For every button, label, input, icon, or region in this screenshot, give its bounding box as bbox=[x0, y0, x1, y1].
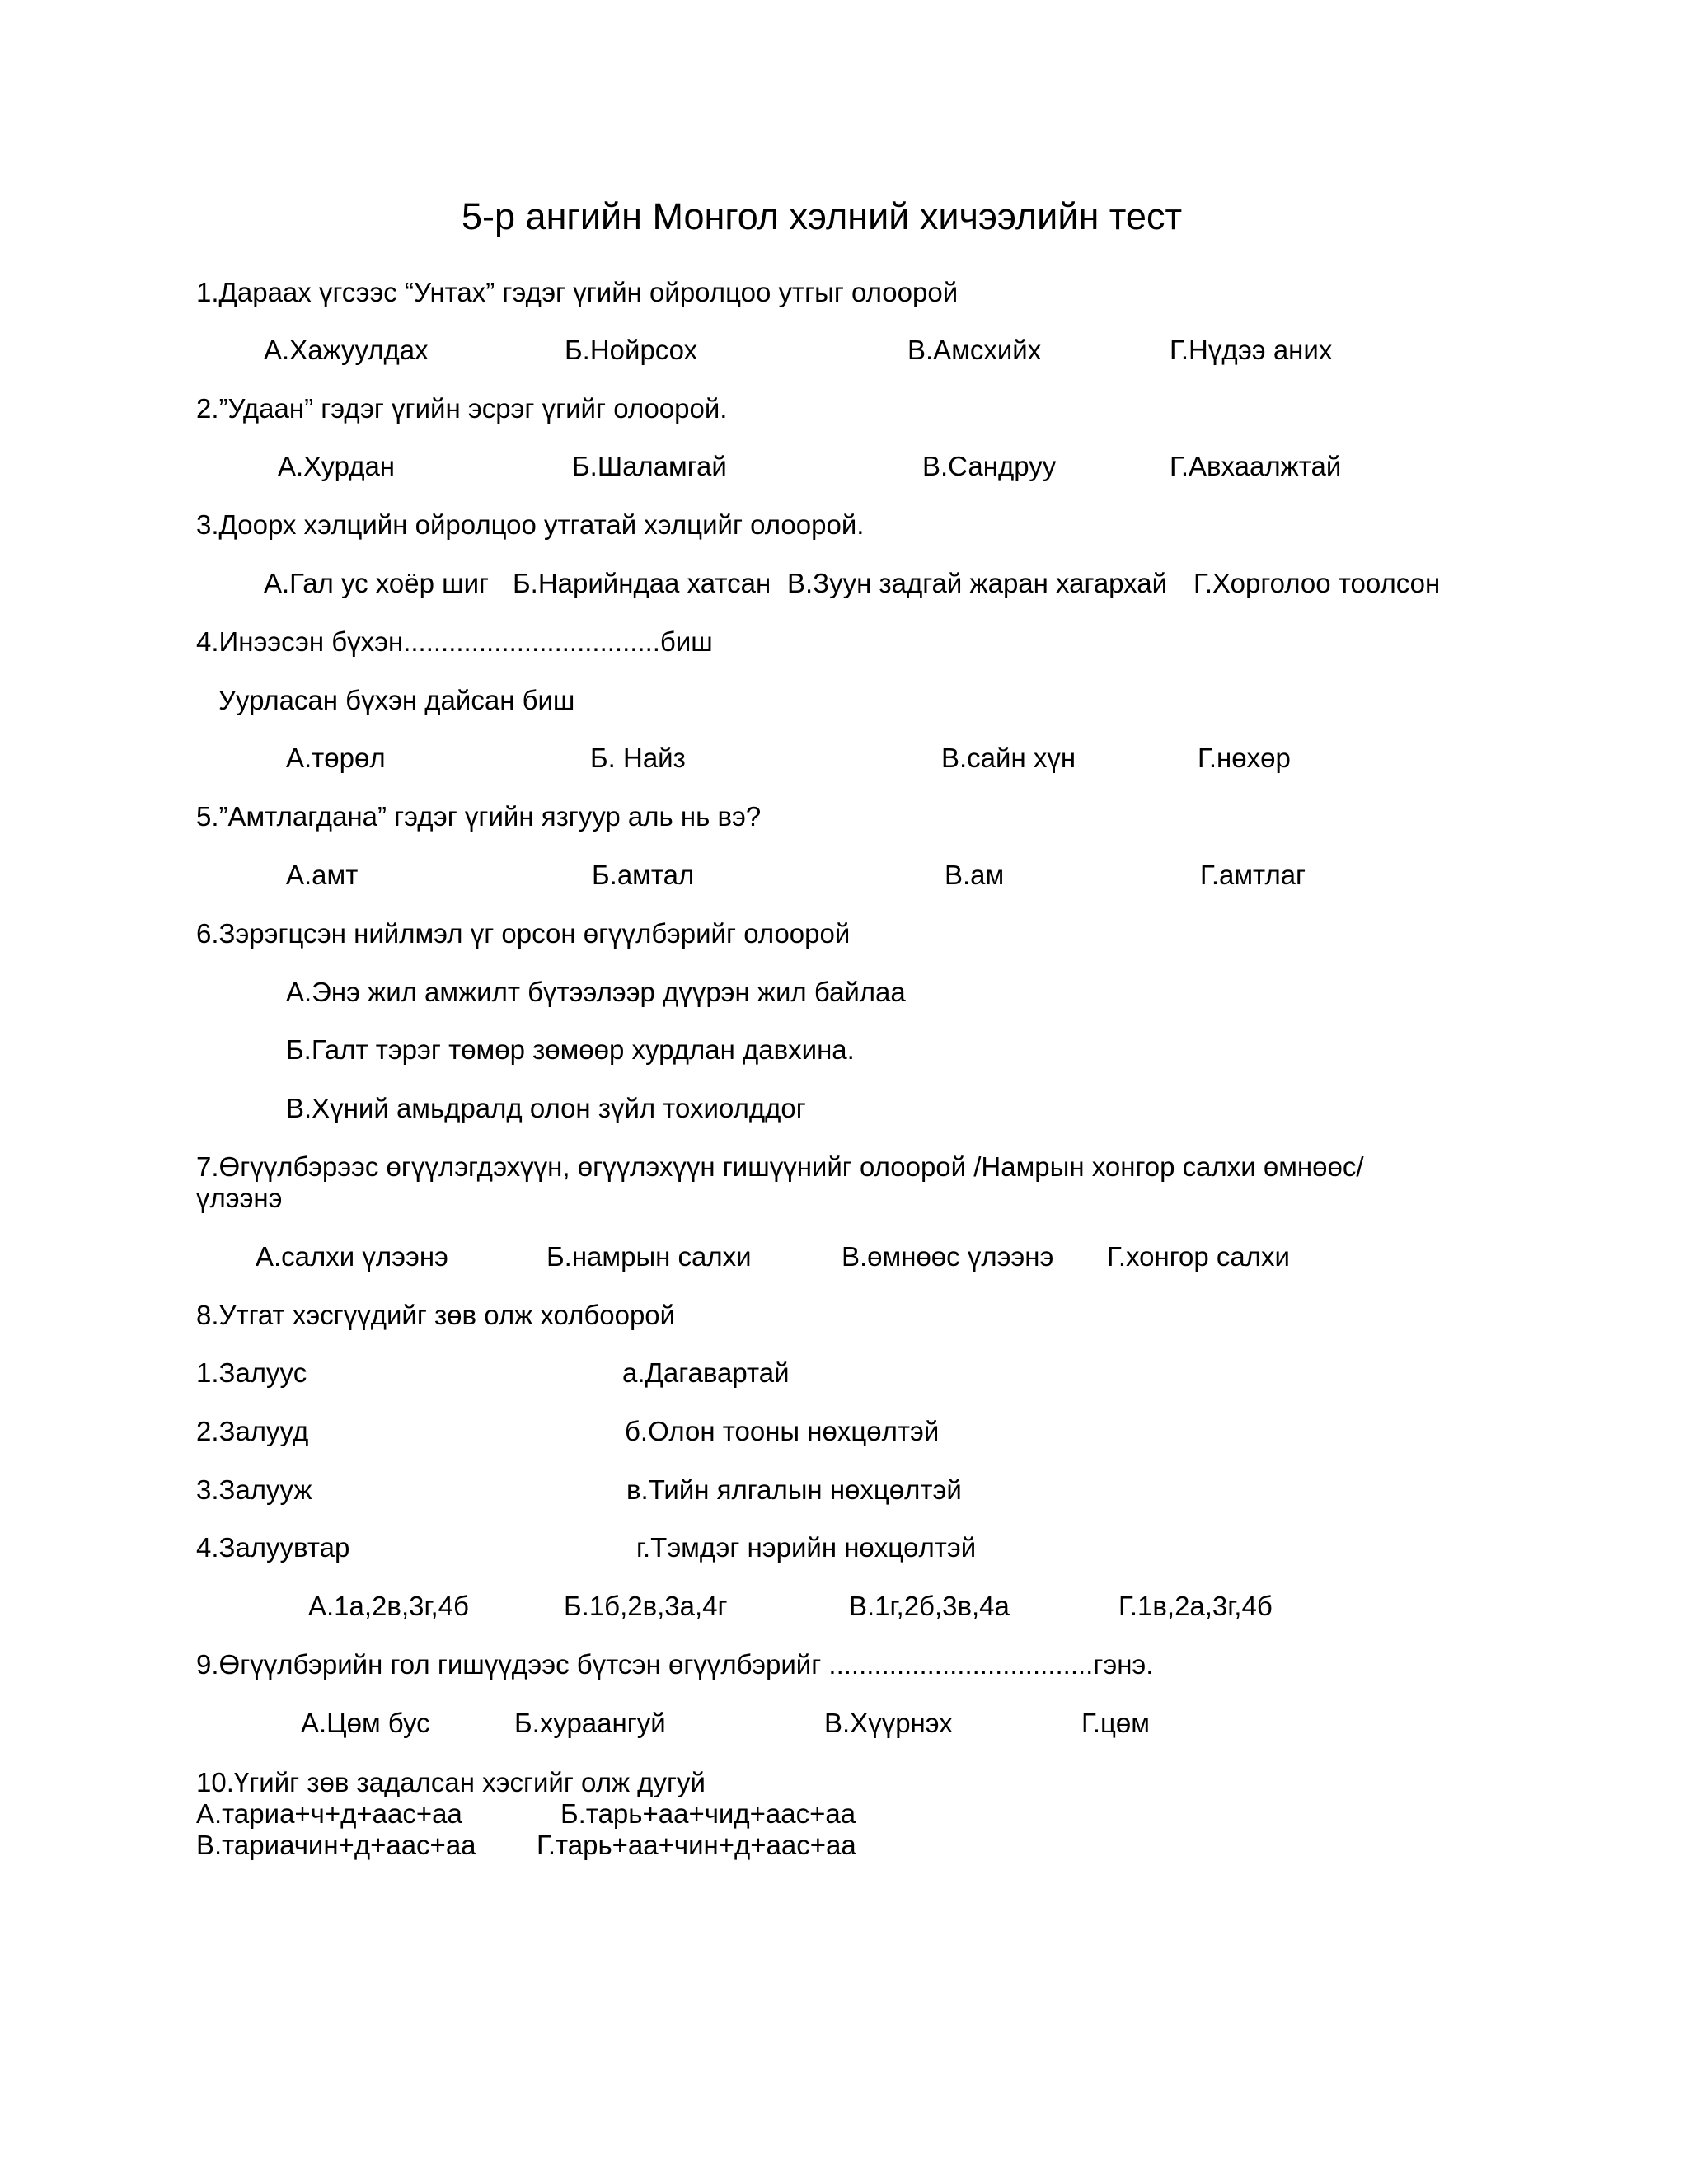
q2-option-a[interactable]: А.Хурдан bbox=[278, 451, 396, 481]
question-7-line2: үлээнэ bbox=[196, 1183, 283, 1213]
q1-option-d[interactable]: Г.Нүдээ аних bbox=[1170, 335, 1333, 365]
q6-option-c[interactable]: В.Хүний амьдралд олон зүйл тохиолддог bbox=[286, 1093, 806, 1123]
q7-option-b[interactable]: Б.намрын салхи bbox=[546, 1241, 752, 1272]
q1-option-a[interactable]: А.Хажуулдах bbox=[264, 335, 429, 365]
question-1: 1.Дараах үгсээс “Унтах” гэдэг үгийн ойролцоо утгыг олоорой bbox=[196, 277, 959, 307]
q7-option-c[interactable]: В.өмнөөс үлээнэ bbox=[842, 1241, 1054, 1272]
q8-option-b[interactable]: Б.1б,2в,3а,4г bbox=[564, 1591, 728, 1621]
question-4-line2: Уурласан бүхэн дайсан биш bbox=[218, 685, 575, 715]
question-4: 4.Инээсэн бүхэн..................................биш bbox=[196, 626, 713, 657]
q8-left-item: 1.Залуус bbox=[196, 1357, 307, 1388]
q2-option-d[interactable]: Г.Авхаалжтай bbox=[1170, 451, 1342, 481]
q3-option-d[interactable]: Г.Хорголоо тоолсон bbox=[1193, 568, 1441, 598]
q1-option-c[interactable]: В.Амсхийх bbox=[907, 335, 1042, 365]
q5-option-b[interactable]: Б.амтал bbox=[592, 860, 695, 890]
q4-option-d[interactable]: Г.нөхөр bbox=[1198, 743, 1291, 773]
q10-option-d[interactable]: Г.тарь+аа+чин+д+аас+аа bbox=[537, 1830, 856, 1860]
q4-option-c[interactable]: В.сайн хүн bbox=[941, 743, 1076, 773]
q9-option-c[interactable]: В.Хүүрнэх bbox=[824, 1708, 953, 1738]
q5-option-c[interactable]: В.ам bbox=[945, 860, 1005, 890]
q8-option-a[interactable]: А.1а,2в,3г,4б bbox=[308, 1591, 469, 1621]
q3-option-c[interactable]: В.Зуун задгай жаран хагархай bbox=[787, 568, 1168, 598]
q10-option-a[interactable]: А.тариа+ч+д+аас+аа bbox=[196, 1798, 462, 1829]
q8-right-item: б.Олон тооны нөхцөлтэй bbox=[625, 1416, 940, 1446]
q3-option-b[interactable]: Б.Нарийндаа хатсан bbox=[513, 568, 771, 598]
question-2: 2.”Удаан” гэдэг үгийн эсрэг үгийг олоорой. bbox=[196, 393, 728, 424]
q9-option-d[interactable]: Г.цөм bbox=[1081, 1708, 1150, 1738]
q9-option-b[interactable]: Б.хураангуй bbox=[514, 1708, 666, 1738]
q8-left-item: 2.Залууд bbox=[196, 1416, 309, 1446]
q7-option-d[interactable]: Г.хонгор салхи bbox=[1107, 1241, 1290, 1272]
q8-right-item: в.Тийн ялгалын нөхцөлтэй bbox=[626, 1474, 962, 1505]
q3-option-a[interactable]: А.Гал ус хоёр шиг bbox=[264, 568, 490, 598]
q5-option-a[interactable]: А.амт bbox=[286, 860, 359, 890]
q9-option-a[interactable]: А.Цөм бус bbox=[301, 1708, 430, 1738]
q1-option-b[interactable]: Б.Нойрсох bbox=[565, 335, 698, 365]
q10-option-b[interactable]: Б.тарь+аа+чид+аас+аа bbox=[560, 1798, 856, 1829]
q4-option-b[interactable]: Б. Найз bbox=[590, 743, 686, 773]
q8-option-d[interactable]: Г.1в,2а,3г,4б bbox=[1118, 1591, 1273, 1621]
q4-option-a[interactable]: А.төрөл bbox=[286, 743, 386, 773]
q8-right-item: г.Тэмдэг нэрийн нөхцөлтэй bbox=[636, 1532, 977, 1563]
q8-right-item: а.Дагавартай bbox=[622, 1357, 790, 1388]
q7-option-a[interactable]: А.салхи үлээнэ bbox=[256, 1241, 448, 1272]
q8-left-item: 4.Залуувтар bbox=[196, 1532, 350, 1563]
question-9: 9.Өгүүлбэрийн гол гишүүдээс бүтсэн өгүүлбэрийг ...................................гэнэ. bbox=[196, 1649, 1154, 1680]
question-3: 3.Доорх хэлцийн ойролцоо утгатай хэлцийг олоорой. bbox=[196, 509, 865, 540]
q8-option-c[interactable]: В.1г,2б,3в,4а bbox=[849, 1591, 1010, 1621]
q5-option-d[interactable]: Г.амтлаг bbox=[1200, 860, 1306, 890]
page-title: 5-р ангийн Монгол хэлний хичээлийн тест bbox=[462, 195, 1183, 237]
question-10: 10.Үгийг зөв задалсан хэсгийг олж дугуй bbox=[196, 1767, 706, 1797]
q2-option-b[interactable]: Б.Шаламгай bbox=[572, 451, 727, 481]
q10-option-c[interactable]: В.тариачин+д+аас+аа bbox=[196, 1830, 476, 1860]
question-5: 5.”Амтлагдана” гэдэг үгийн язгуур аль нь вэ? bbox=[196, 801, 762, 832]
question-6: 6.Зэрэгцсэн нийлмэл үг орсон өгүүлбэрийг олоорой bbox=[196, 918, 851, 949]
q2-option-c[interactable]: В.Сандруу bbox=[922, 451, 1057, 481]
question-7: 7.Өгүүлбэрээс өгүүлэгдэхүүн, өгүүлэхүүн гишүүнийг олоорой /Намрын хонгор салхи өмнөөс/ bbox=[196, 1151, 1364, 1182]
q8-left-item: 3.Залууж bbox=[196, 1474, 312, 1505]
q6-option-a[interactable]: А.Энэ жил амжилт бүтээлээр дүүрэн жил байлаа bbox=[286, 977, 906, 1007]
q6-option-b[interactable]: Б.Галт тэрэг төмөр зөмөөр хурдлан давхина. bbox=[286, 1034, 855, 1065]
question-8: 8.Утгат хэсгүүдийг зөв олж холбоорой bbox=[196, 1300, 676, 1330]
